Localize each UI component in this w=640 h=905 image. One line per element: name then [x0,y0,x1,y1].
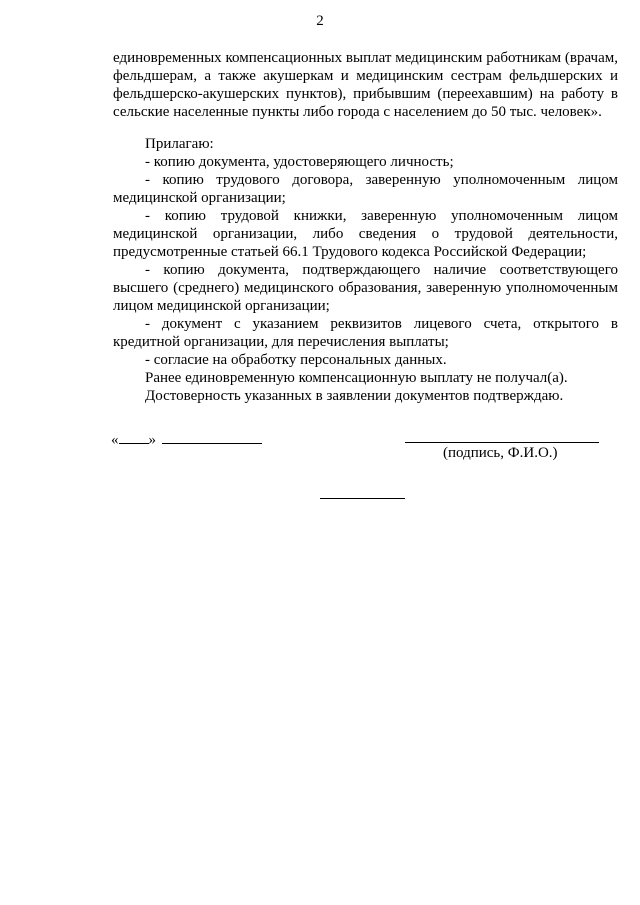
statement-confirm: Достоверность указанных в заявлении документов подтверждаю. [145,388,564,404]
attachment-item: - копию трудовой книжки, заверенную уполномоченным лицом медицинской организации, либо сведения о трудовой деятельности, предусмотренные статьей 66.1 Трудового кодекса Российской Федерации; [113,208,618,260]
attachment-item: - документ с указанием реквизитов лицевого счета, открытого в кредитной организации, для перечисления выплаты; [113,316,618,350]
statement-not-received: Ранее единовременную компенсационную выплату не получал(а). [145,370,568,386]
intro-paragraph: единовременных компенсационных выплат медицинским работникам (врачам, фельдшерам, а также акушеркам и медицинским сестрам фельдшерских и фельдшерско-акушерских пунктов), прибывшим (переехавшим) на работу в сельские населенные пункты либо города с населением до 50 тыс. человек». [113,50,618,120]
attachments-heading: Прилагаю: [145,136,214,152]
date-month-year-blank [162,430,262,444]
page-number: 2 [316,13,324,29]
attachment-item: - согласие на обработку персональных данных. [145,352,447,368]
attachment-item: - копию трудового договора, заверенную уполномоченным лицом медицинской организации; [113,172,618,206]
date-open-quote: « [111,432,119,448]
end-of-document-rule [320,498,405,499]
attachment-item: - копию документа, подтверждающего наличие соответствующего высшего (среднего) медицинского образования, заверенную уполномоченным лицом медицинской организации; [113,262,618,314]
date-line [111,430,262,449]
date-day-blank [119,430,149,444]
signature-caption: (подпись, Ф.И.О.) [443,445,558,461]
document-body [113,49,618,405]
signature-line [405,442,599,443]
date-close-quote: » [148,432,156,448]
attachment-item: - копию документа, удостоверяющего личность; [145,154,454,170]
